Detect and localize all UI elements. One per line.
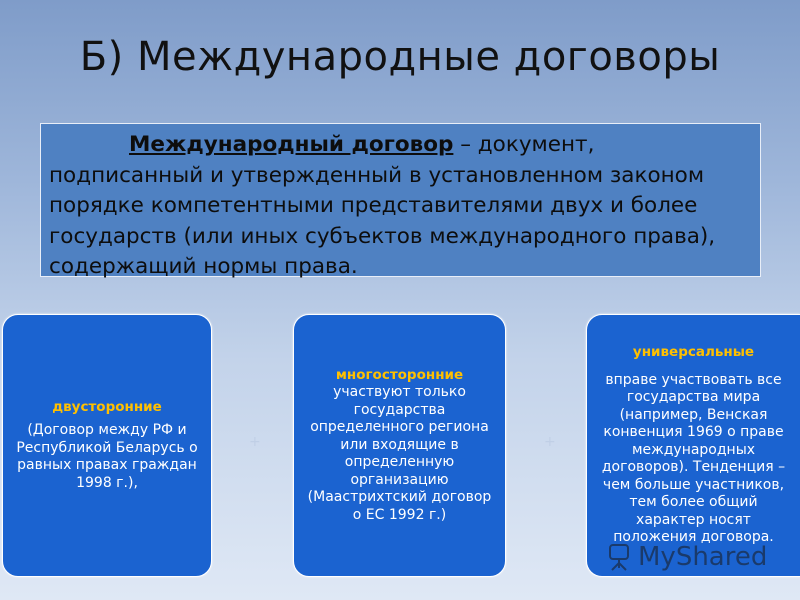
card-universal-heading: универсальные (632, 344, 755, 361)
watermark (604, 540, 767, 574)
card-multilateral (293, 314, 506, 577)
definition-text: – документ, подписанный и утвержденный в установленном законом порядке компетентными представителями двух и более государств (или иных субъектов международного права), содержащий нормы права. (49, 132, 716, 279)
myshared-logo-icon (604, 541, 634, 573)
card-bilateral-body: (Договор между РФ и Республикой Беларусь о равных правах граждан 1998 г.), (16, 422, 198, 491)
card-bilateral-heading: двусторонние (52, 398, 162, 415)
slide-title: Б) Международные договоры (79, 34, 721, 80)
card-multilateral-body: участвуют только государства определенного региона или входящие в определенную организацию (Маастрихтский договор о ЕС 1992 г.) (307, 384, 492, 523)
definition-box (40, 123, 761, 277)
plus-connector-1: + (249, 434, 261, 450)
card-bilateral (2, 314, 212, 577)
definition-term: Международный договор (129, 132, 454, 157)
watermark-text: MyShared (638, 542, 768, 572)
card-universal (586, 314, 800, 577)
card-multilateral-heading: многосторонние (335, 366, 464, 383)
plus-connector-2: + (544, 434, 556, 450)
card-universal-body: вправе участвовать все государства мира (например, Венская конвенция 1969 о праве международных договоров). Тенденция – чем больше участников, тем более общий характер носят положения договора. (601, 371, 786, 546)
